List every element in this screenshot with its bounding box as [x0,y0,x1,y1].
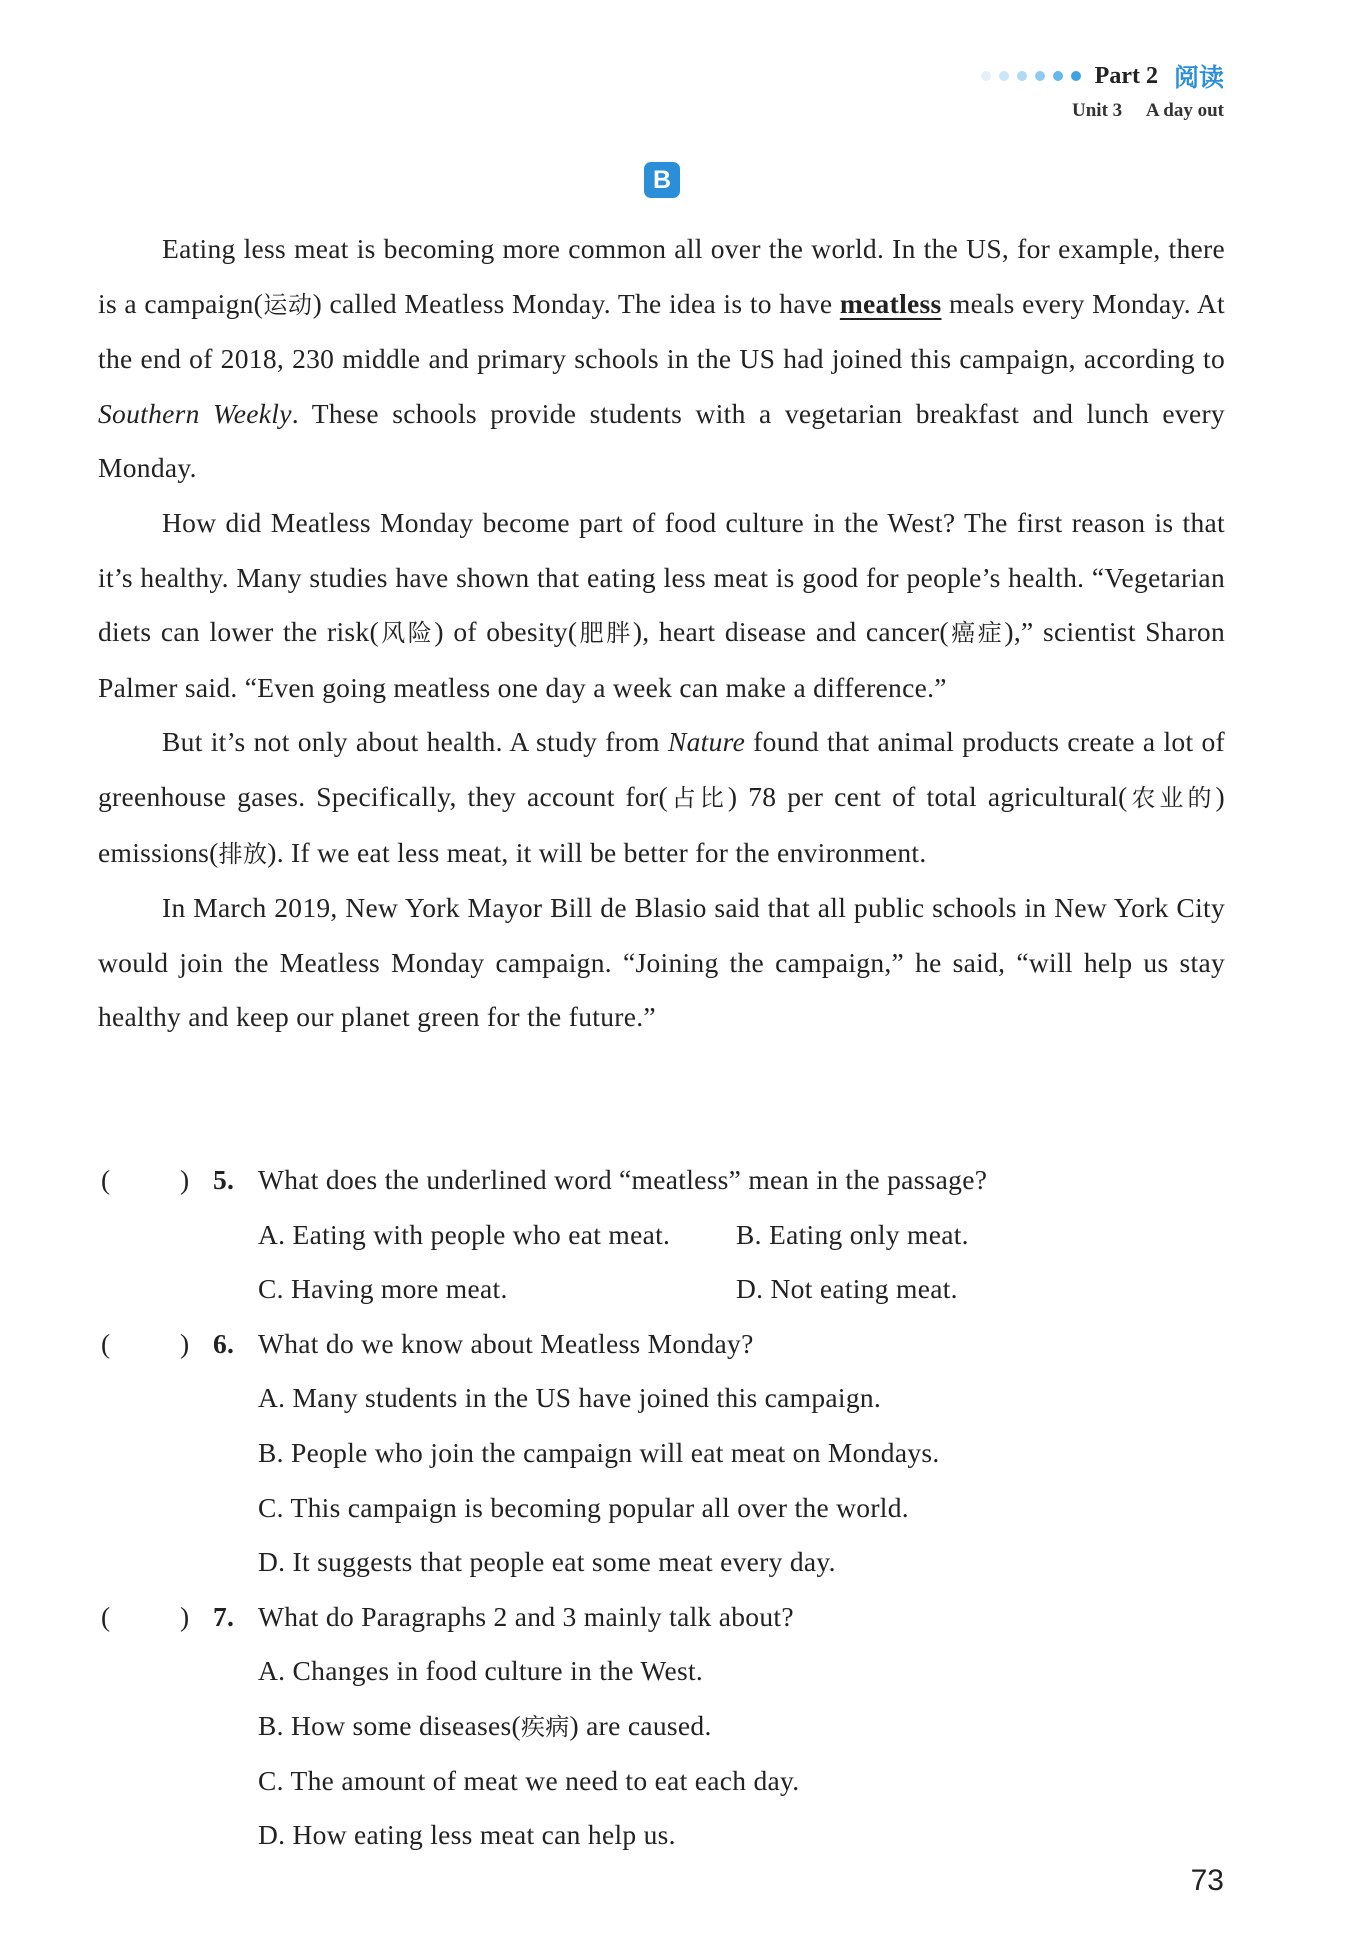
dot-icon [981,71,991,81]
question-number: 7. [213,1600,235,1632]
page-header [981,58,1224,122]
answer-bracket-close: ) [180,1164,190,1195]
option-c: C. This campaign is becoming popular all over the world. [258,1491,909,1523]
question-number: 5. [213,1164,235,1195]
chinese-gloss: 排放 [218,839,268,868]
option-row [98,1481,1225,1536]
question-stem: What does the underlined word “meatless” mean in the passage? [258,1164,988,1195]
page-number: 73 [1190,1864,1224,1897]
option-row [98,1208,1225,1263]
section-title: 阅读 [1173,63,1224,92]
option-text: ) are caused. [569,1709,712,1741]
decorative-dots [981,71,1089,81]
chinese-gloss: 风险 [378,619,435,648]
text: But it’s not only about health. A study from [162,726,668,758]
source-title: Nature [667,726,746,758]
chinese-gloss: 占比 [667,783,728,812]
paragraph-1 [98,222,1225,496]
text: meals every Monday. At the end of 2018, 230 middle and primary schools in the US had joined this campaign, according to [98,287,1225,375]
option-b [258,1699,712,1755]
answer-bracket-open: ( [101,1327,111,1359]
question-number: 6. [213,1327,235,1359]
question-7 [98,1590,1225,1645]
option-row [98,1754,1225,1809]
option-row [98,1644,1225,1699]
option-row [98,1808,1225,1863]
text: ), heart disease and cancer( [632,616,949,648]
reading-passage [98,222,1225,1045]
text: ) 78 per cent of total agricultural( [727,780,1128,812]
text: found that animal products create a lot of greenhouse gases. Specifically, they account for( [98,726,1225,812]
part-label: Part 2 [1094,62,1158,89]
option-row [98,1371,1225,1426]
option-d: D. Not eating meat. [736,1273,958,1305]
chinese-gloss: 运动 [263,290,313,319]
option-d: D. How eating less meat can help us. [258,1819,676,1851]
option-text: B. How some diseases( [258,1709,521,1741]
text: ) emissions( [98,780,1225,868]
source-title: Southern Weekly [98,397,292,429]
text: ) of obesity( [434,616,578,648]
text: In March 2019, New York Mayor Bill de Blasio said that all public schools in New York City would join the Meatless Monday campaign. “Joining the campaign,” he said, “will help us stay healthy and keep our planet green for the future.” [98,892,1225,1033]
option-c: C. The amount of meat we need to eat each day. [258,1764,800,1796]
text: ) called Meatless Monday. The idea is to have [312,287,840,319]
option-c: C. Having more meat. [258,1273,508,1305]
unit-title: A day out [1145,100,1224,121]
question-list [98,1153,1225,1863]
chinese-gloss: 农业的 [1127,783,1216,812]
answer-bracket-close: ) [180,1600,190,1632]
paragraph-3 [98,715,1225,881]
dot-icon [1071,71,1081,81]
answer-bracket-open: ( [101,1600,111,1632]
question-stem: What do Paragraphs 2 and 3 mainly talk about? [258,1600,794,1632]
text: ),” scientist Sharon Palmer said. “Even going meatless one day a week can make a difference.” [98,616,1226,703]
text: . These schools provide students with a vegetarian breakfast and lunch every Monday. [98,397,1225,484]
text: How did Meatless Monday become part of food culture in the West? The first reason is that it’s healthy. Many studies have shown that eating less meat is good for people’s health. “Vegetarian diets can lower the risk( [98,506,1225,648]
chinese-gloss: 肥胖 [577,619,633,648]
option-d: D. It suggests that people eat some meat every day. [258,1546,836,1578]
dot-icon [999,71,1009,81]
option-row [98,1535,1225,1590]
chinese-gloss: 疾病 [520,1712,570,1741]
answer-bracket-close: ) [180,1327,190,1359]
option-a: A. Many students in the US have joined this campaign. [258,1382,882,1414]
text: ). If we eat less meat, it will be better for the environment. [267,836,927,868]
option-a: A. Eating with people who eat meat. [258,1218,671,1250]
dot-icon [1017,71,1027,81]
option-a: A. Changes in food culture in the West. [258,1655,704,1687]
question-5 [98,1153,1225,1208]
paragraph-4 [98,881,1225,1045]
dot-icon [1053,71,1063,81]
dot-icon [1035,71,1045,81]
option-row [98,1699,1225,1754]
underlined-word: meatless [839,287,942,319]
option-row [98,1426,1225,1481]
question-stem: What do we know about Meatless Monday? [258,1327,754,1359]
question-6 [98,1317,1225,1372]
option-b: B. Eating only meat. [736,1218,969,1250]
text: Eating less meat is becoming more common all over the world. In the US, for example, there is a campaign( [98,233,1225,319]
option-b: B. People who join the campaign will eat meat on Mondays. [258,1436,940,1468]
paragraph-2 [98,496,1225,715]
section-badge: B [644,162,680,198]
answer-bracket-open: ( [101,1164,111,1195]
option-row [98,1262,1225,1317]
unit-number: Unit 3 [1072,100,1123,121]
chinese-gloss: 癌症 [948,619,1005,648]
